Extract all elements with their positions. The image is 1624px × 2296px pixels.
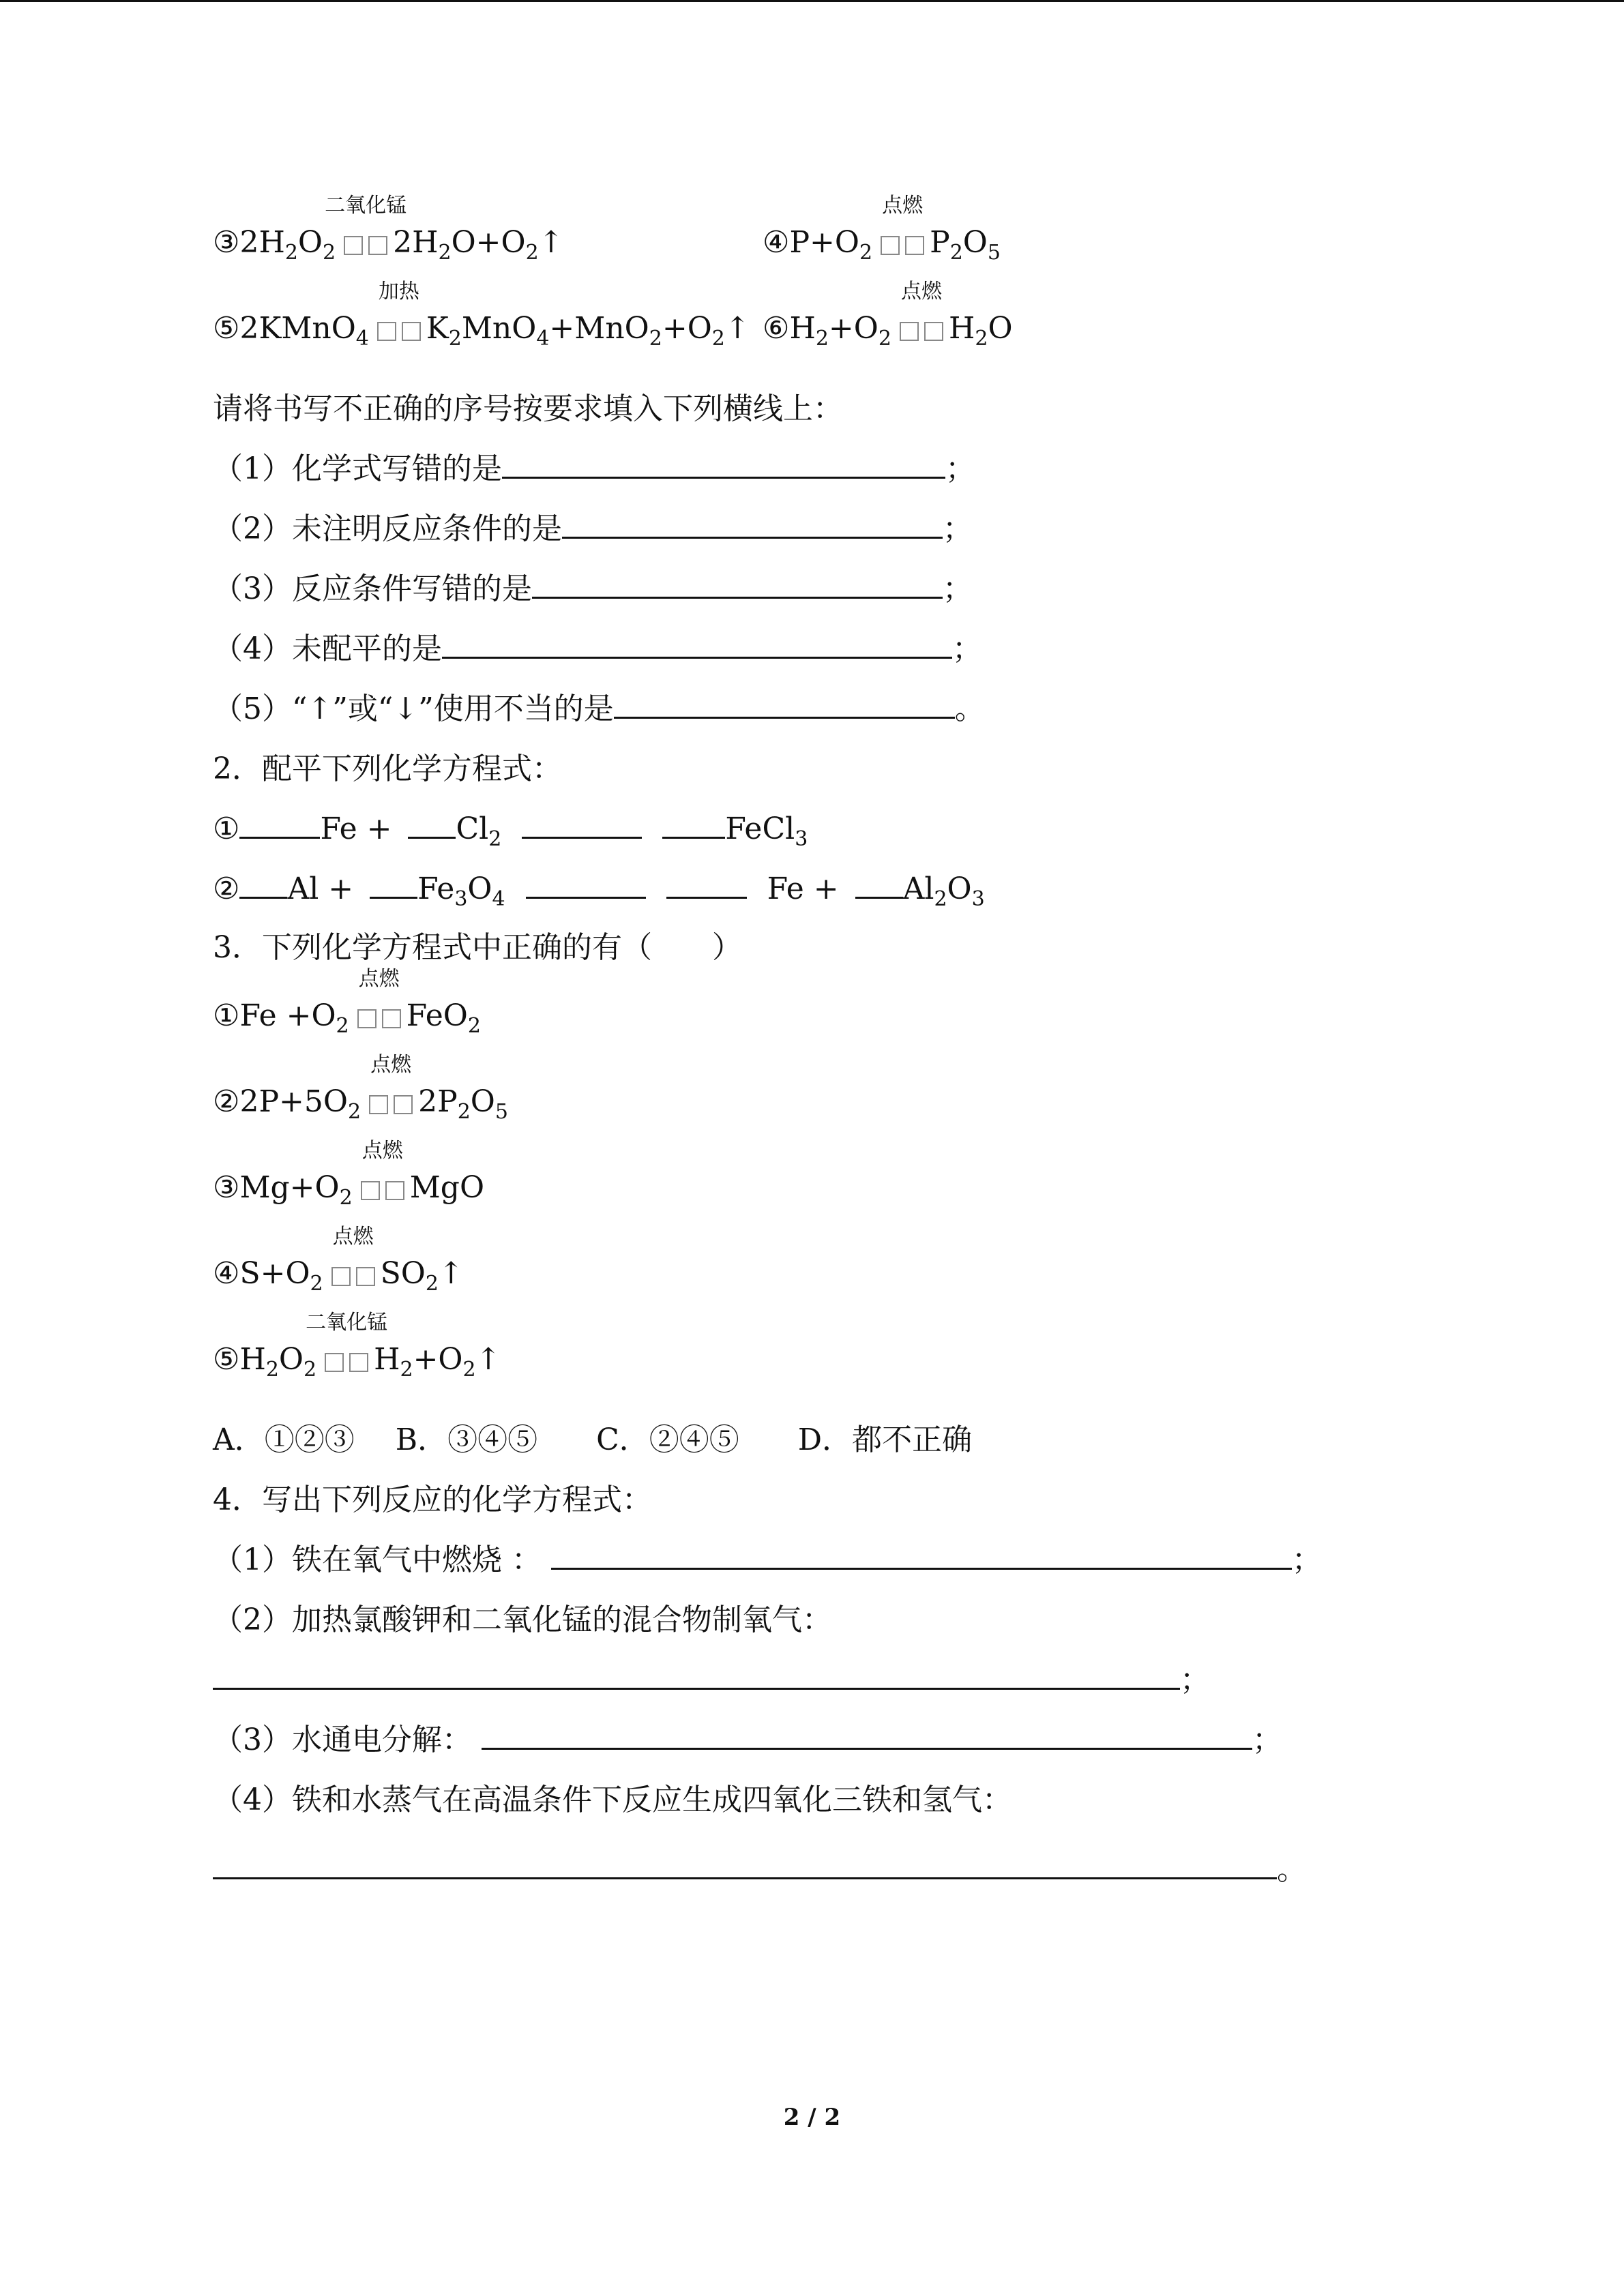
q1-item-3: （3）反应条件写错的是 ； xyxy=(213,571,973,606)
q3-equation-1: ①Fe $+O_2$ 点燃 FeO$_2$ xyxy=(213,967,481,1038)
q4-title: 4．写出下列反应的化学方程式： xyxy=(213,1482,652,1517)
q3-equation-2: $②2P+5O_2$ 点燃 $2P_2O_5$ xyxy=(213,1053,508,1124)
coefficient-blank[interactable] xyxy=(239,831,320,839)
q2-equation-1: ① $Fe + Cl_2$ FeCl$_3$ xyxy=(213,811,808,851)
q4-item-3: （3）水通电分解： ； xyxy=(213,1723,1282,1757)
arrow-blank[interactable] xyxy=(526,891,646,899)
top-rule xyxy=(0,0,1624,2)
answer-blank[interactable] xyxy=(532,591,943,599)
answer-blank[interactable] xyxy=(482,1742,1252,1750)
coefficient-blank[interactable] xyxy=(662,831,725,839)
coefficient-blank[interactable] xyxy=(855,891,903,899)
reaction-condition: 点燃 xyxy=(896,308,947,338)
option-d[interactable]: D．都不正确 xyxy=(797,1422,973,1457)
equation-6: $⑥H_2+O_2$ 点燃 $H_2O$ xyxy=(763,280,1013,351)
q1-item-5: （5）“↑”或“↓”使用不当的是 。 xyxy=(213,691,985,726)
reaction-condition: 点燃 xyxy=(876,222,928,252)
answer-blank[interactable] xyxy=(551,1562,1292,1570)
q1-instruction: 请将书写不正确的序号按要求填入下列横线上： xyxy=(213,391,843,426)
coefficient-blank[interactable] xyxy=(239,891,287,899)
reaction-condition: 点燃 xyxy=(357,1167,409,1197)
q3-equation-5: $⑤H_2O_2$ 二氧化锰 $H_2+O_2↑$ xyxy=(213,1311,501,1382)
reaction-condition: 加热 xyxy=(373,308,425,338)
answer-blank[interactable] xyxy=(502,471,945,479)
q2-title: 2．配平下列化学方程式： xyxy=(213,751,562,786)
coefficient-blank[interactable] xyxy=(408,831,456,839)
answer-blank[interactable] xyxy=(213,1682,1180,1690)
q3-equation-3: $③Mg+O_2$ 点燃 MgO xyxy=(213,1139,485,1210)
reaction-condition: 点燃 xyxy=(327,1253,379,1283)
reaction-condition: 点燃 xyxy=(353,996,405,1026)
q2-equation-2: ② $Al + Fe_3O_4$ $Fe + Al_2O_3$ xyxy=(213,871,985,911)
q4-item-4: （4）铁和水蒸气在高温条件下反应生成四氧化三铁和氢气： xyxy=(213,1783,1012,1817)
q1-item-1: （1）化学式写错的是 ； xyxy=(213,451,975,486)
q1-item-4: （4）未配平的是 ； xyxy=(213,631,982,666)
q4-item-2-answer: ； xyxy=(213,1660,1210,1701)
answer-blank[interactable] xyxy=(614,711,955,719)
reaction-condition: 二氧化锰 xyxy=(321,1339,372,1369)
q4-item-4-answer: 。 xyxy=(213,1849,1307,1890)
answer-blank[interactable] xyxy=(442,651,952,659)
q3-title: 3．下列化学方程式中正确的有（ ） xyxy=(213,930,742,965)
answer-blank[interactable] xyxy=(562,531,943,539)
q1-item-2: （2）未注明反应条件的是 ； xyxy=(213,511,973,546)
reaction-condition: 点燃 xyxy=(365,1082,417,1112)
option-a[interactable]: A．①②③ xyxy=(213,1422,355,1457)
page-number: 2 / 2 xyxy=(783,2104,841,2131)
option-c[interactable]: C．②④⑤ xyxy=(596,1422,739,1457)
arrow-blank[interactable] xyxy=(522,831,642,839)
equation-3: $③2H_2O_2$ 二氧化锰 $2H_2O+O_2↑$ xyxy=(213,194,564,265)
q3-equation-4: $④S+O_2$ 点燃 $SO_2↑$ xyxy=(213,1225,464,1296)
q3-options xyxy=(213,1420,972,1461)
q4-item-2: （2）加热氯酸钾和二氧化锰的混合物制氧气： xyxy=(213,1602,832,1637)
equation-4: $④P+O_2$ 点燃 $P_2O_5$ xyxy=(763,194,1001,265)
equation-5: ⑤2KMnO$_4$ 加热 $K_2MnO_4+MnO_2+O_2↑$ xyxy=(213,280,750,351)
coefficient-blank[interactable] xyxy=(666,891,747,899)
answer-blank[interactable] xyxy=(213,1872,1277,1879)
coefficient-blank[interactable] xyxy=(370,891,417,899)
option-b[interactable]: B．③④⑤ xyxy=(395,1422,538,1457)
reaction-condition: 二氧化锰 xyxy=(340,222,392,252)
q4-item-1: （1）铁在氧气中燃烧 ： ； xyxy=(213,1542,1322,1577)
